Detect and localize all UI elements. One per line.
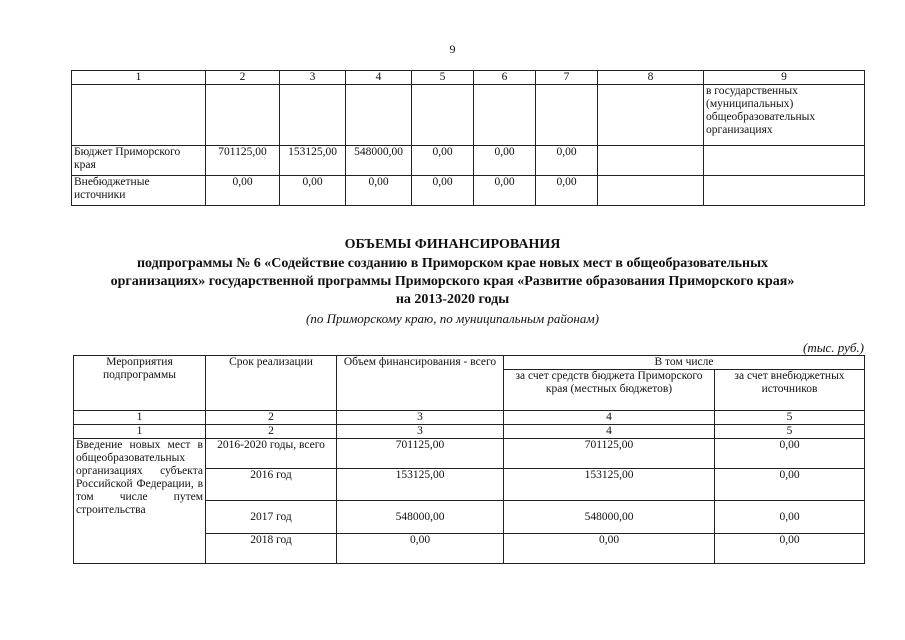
value-cell: [598, 146, 704, 176]
numbering-row: 1 2 3 4 5: [74, 411, 865, 425]
table-row: [72, 146, 865, 176]
table-row: [72, 85, 865, 146]
header-period: Срок реализации: [206, 356, 337, 411]
table-header-row: [74, 356, 865, 370]
table-header-row: [72, 71, 865, 85]
col-number: 6: [474, 71, 536, 85]
period-cell: 2017 год: [206, 501, 337, 534]
extra-cell: 0,00: [715, 534, 865, 564]
value-cell: 0,00: [536, 176, 598, 206]
row-label: Внебюджетные источники: [72, 176, 206, 206]
regional-cell: 153125,00: [504, 469, 715, 501]
total-cell: 701125,00: [337, 439, 504, 469]
col-number: 7: [536, 71, 598, 85]
value-cell: 548000,00: [346, 146, 412, 176]
value-cell: [598, 176, 704, 206]
value-cell: 0,00: [280, 176, 346, 206]
total-cell: 548000,00: [337, 501, 504, 534]
col-number: 4: [346, 71, 412, 85]
col-number: 9: [704, 71, 865, 85]
header-extrabudgetary: за счет внебюджетных источников: [715, 370, 865, 411]
period-cell: 2016 год: [206, 469, 337, 501]
value-cell: [704, 146, 865, 176]
period-cell: 2016-2020 годы, всего: [206, 439, 337, 469]
page-number: 9: [449, 42, 456, 56]
extra-cell: 0,00: [715, 439, 865, 469]
col-number: 5: [412, 71, 474, 85]
regional-cell: 701125,00: [504, 439, 715, 469]
event-description: Введение новых мест в общеобразовательных организациях субъекта Российской Федерации, в том числе путем строительства: [74, 439, 206, 564]
value-cell: 0,00: [412, 176, 474, 206]
value-cell: 0,00: [412, 146, 474, 176]
table-row: [72, 176, 865, 206]
value-cell: 0,00: [346, 176, 412, 206]
header-total: Объем финансирования - всего: [337, 356, 504, 411]
total-cell: 153125,00: [337, 469, 504, 501]
extra-cell: 0,00: [715, 501, 865, 534]
col-number: 2: [206, 71, 280, 85]
regional-cell: 0,00: [504, 534, 715, 564]
table-row: [74, 439, 865, 469]
heading-subtitle: (по Приморскому краю, по муниципальным районам): [306, 311, 599, 326]
numbering-row: 1 2 3 4 5: [74, 425, 865, 439]
heading-line: подпрограммы № 6 «Содействие созданию в Приморском крае новых мест в общеобразовательных: [136, 256, 769, 271]
unit-label: (тыс. руб.): [802, 340, 864, 355]
value-cell: 701125,00: [206, 146, 280, 176]
total-cell: 0,00: [337, 534, 504, 564]
value-cell: 153125,00: [280, 146, 346, 176]
header-regional-budget: за счет средств бюджета Приморского края (местных бюджетов): [504, 370, 715, 411]
funding-table-continued: [71, 70, 865, 206]
row-label: Бюджет Приморского края: [72, 146, 206, 176]
extra-cell: 0,00: [715, 469, 865, 501]
col-number: 3: [280, 71, 346, 85]
heading-line: организациях» государственной программы Приморского края «Развитие образования Приморского края»: [110, 274, 795, 289]
period-cell: 2018 год: [206, 534, 337, 564]
value-cell: 0,00: [474, 146, 536, 176]
value-cell: 0,00: [536, 146, 598, 176]
regional-cell: 548000,00: [504, 501, 715, 534]
value-cell: 0,00: [474, 176, 536, 206]
target-organizations-cell: в государственных (муниципальных) общеобразовательных организациях: [704, 85, 865, 146]
value-cell: 0,00: [206, 176, 280, 206]
header-including: В том числе: [504, 356, 865, 370]
col-number: 1: [72, 71, 206, 85]
col-number: 8: [598, 71, 704, 85]
heading-title: ОБЪЕМЫ ФИНАНСИРОВАНИЯ: [344, 237, 561, 252]
heading-line: на 2013-2020 годы: [395, 292, 510, 307]
value-cell: [704, 176, 865, 206]
funding-volumes-table: [73, 355, 865, 564]
header-events: Мероприятия подпрограммы: [74, 356, 206, 411]
